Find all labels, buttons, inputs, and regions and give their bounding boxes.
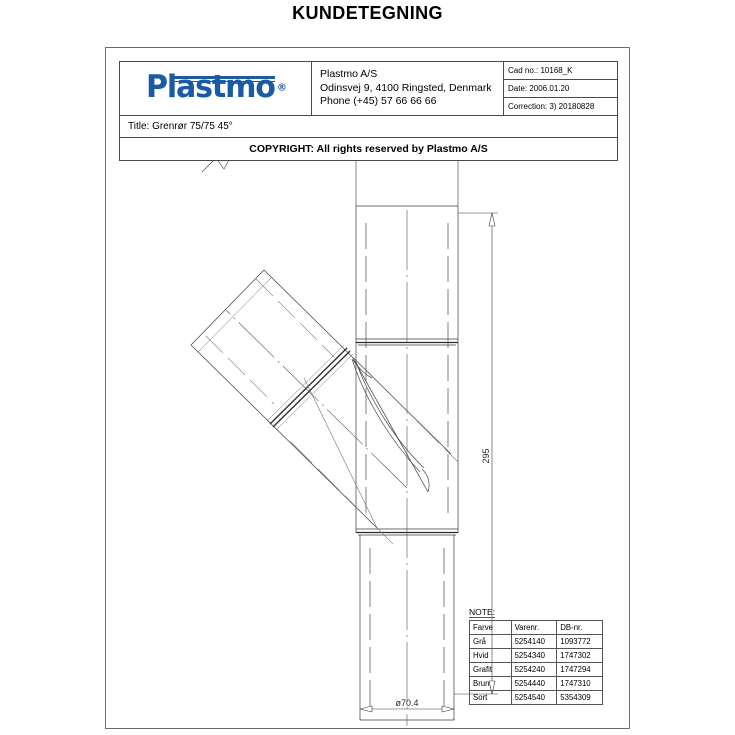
note-cell-dbnr: 1093772 — [557, 635, 603, 649]
note-cell-farve: Grå — [470, 635, 512, 649]
note-cell-farve: Sort — [470, 691, 512, 705]
cad-no-field: Cad no.: 10168_K — [504, 62, 617, 80]
branch-pipe-body — [191, 270, 458, 547]
note-cell-farve: Brun — [470, 677, 512, 691]
note-table-row — [470, 691, 603, 705]
note-cell-dbnr: 1747302 — [557, 649, 603, 663]
drawing-title-row: Title: Grenrør 75/75 45° — [120, 116, 617, 138]
note-label: NOTE: — [469, 607, 495, 617]
note-table-row — [470, 649, 603, 663]
note-cell-varenr: 5254540 — [511, 691, 557, 705]
plastmo-logo — [144, 68, 287, 105]
note-cell-dbnr: 1747294 — [557, 663, 603, 677]
note-table-header-row — [470, 621, 603, 635]
company-name: Plastmo A/S — [320, 68, 378, 80]
company-address: Odinsvej 9, 4100 Ringsted, Denmark — [320, 81, 492, 94]
note-cell-varenr: 5254240 — [511, 663, 557, 677]
note-table-body — [470, 635, 603, 705]
dim-overall-height-label: 295 — [481, 448, 491, 464]
note-cell-farve: Hvid — [470, 649, 512, 663]
drawing-frame — [105, 47, 630, 729]
company-address-cell — [312, 62, 504, 115]
note-cell-dbnr: 1747310 — [557, 677, 603, 691]
date-field: Date: 2006.01.20 — [504, 80, 617, 98]
title-block — [119, 61, 618, 161]
registered-trademark-icon: ® — [276, 82, 287, 94]
note-col-varenr: Varenr. — [511, 621, 557, 635]
note-col-dbnr: DB-nr. — [557, 621, 603, 635]
note-table-row — [470, 635, 603, 649]
note-table-row — [470, 677, 603, 691]
dim-bottom-diameter-label: ø70.4 — [395, 698, 419, 708]
note-block — [469, 602, 603, 705]
note-table-row — [470, 663, 603, 677]
note-cell-dbnr: 5354309 — [557, 691, 603, 705]
note-cell-farve: Grafit — [470, 663, 512, 677]
copyright-row: COPYRIGHT: All rights reserved by Plastmo A/S — [249, 142, 488, 155]
company-phone: Phone (+45) 57 66 66 66 — [320, 95, 437, 107]
note-table — [469, 620, 603, 705]
correction-field: Correction: 3) 20180828 — [508, 101, 595, 111]
note-cell-varenr: 5254340 — [511, 649, 557, 663]
logo-cell — [120, 62, 312, 115]
note-cell-varenr: 5254440 — [511, 677, 557, 691]
note-col-farve: Farve — [470, 621, 512, 635]
drawing-meta-cell — [504, 62, 617, 115]
note-cell-varenr: 5254140 — [511, 635, 557, 649]
logo-wordmark: Plastmo — [146, 68, 275, 105]
page-title: KUNDETEGNING — [292, 3, 443, 23]
title-block-top-row — [120, 62, 617, 116]
